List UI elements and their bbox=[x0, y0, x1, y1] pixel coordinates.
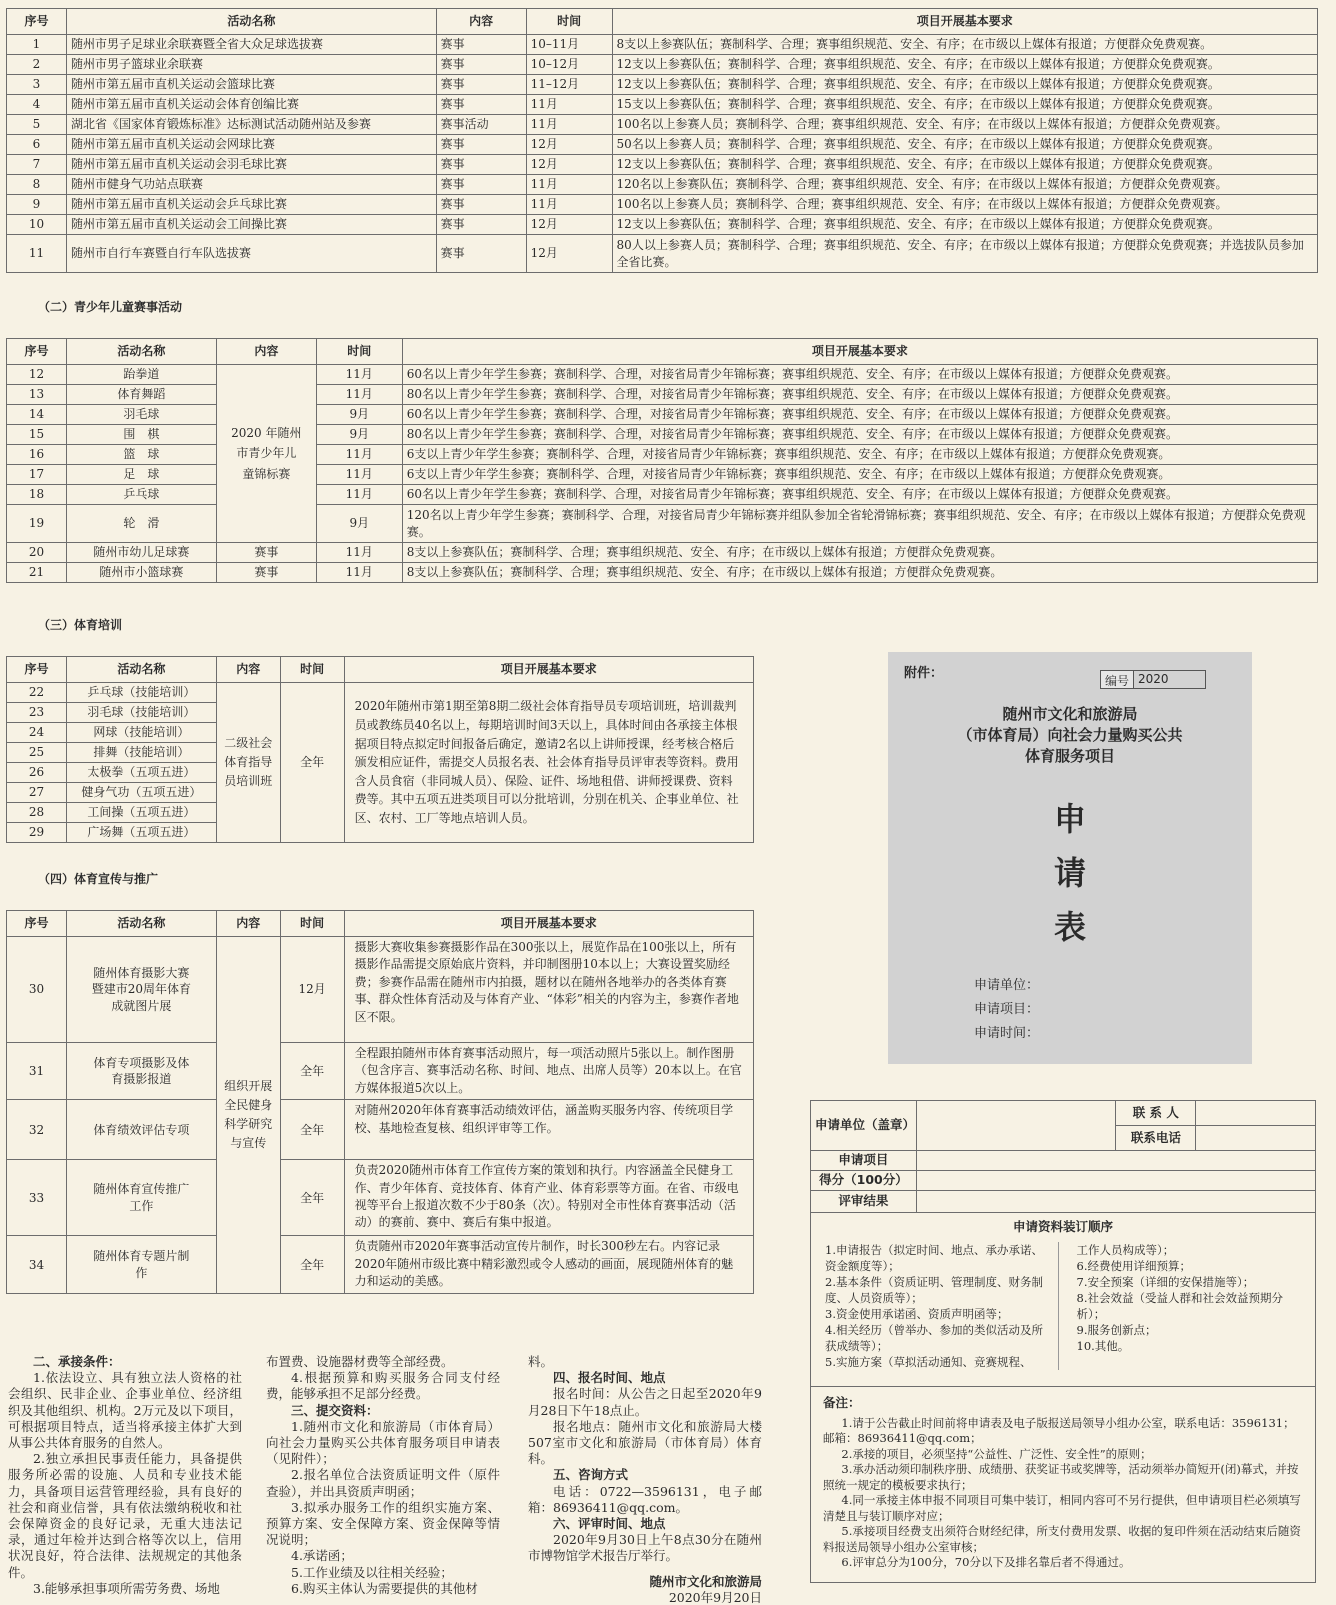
table-cell: 乒乓球 bbox=[66, 485, 216, 505]
table-cell: 10 bbox=[7, 215, 67, 235]
table-cell: 11–12月 bbox=[526, 75, 612, 95]
application-cover bbox=[888, 652, 1252, 1064]
table-cell: 11月 bbox=[316, 485, 402, 505]
table-cell: 12月 bbox=[526, 135, 612, 155]
paragraph: 4.承诺函； bbox=[291, 1548, 353, 1564]
table-cell: 赛事 bbox=[216, 543, 316, 563]
contact-value-cell[interactable] bbox=[1196, 1101, 1316, 1126]
note-item: 5.承接项目经费支出须符合财经纪律，所支付费用发票、收据的复印件须在活动结束后随资料报送局领导小组办公室审核； bbox=[823, 1524, 1301, 1554]
header-cell: 项目开展基本要求 bbox=[612, 9, 1317, 35]
merged-content-cell: 二级社会体育指导员培训班 bbox=[216, 683, 280, 843]
table-cell: 随州体育专题片制作 bbox=[66, 1236, 216, 1294]
table-row bbox=[7, 195, 1318, 215]
binding-item: 4.相关经历（曾举办、参加的类似活动及所获成绩等）； bbox=[825, 1322, 1043, 1353]
table-cell: 60名以上青少年学生参赛；赛制科学、合理，对接省局青少年锦标赛；赛事组织规范、安全、有序；在市级以上媒体有报道；方便群众免费观赛。 bbox=[402, 485, 1317, 505]
table-cell: 11月 bbox=[316, 365, 402, 385]
table-cell: 19 bbox=[7, 505, 67, 543]
table-cell: 50名以上参赛人员；赛制科学、合理；赛事组织规范、安全、有序；在市级以上媒体有报道；方便群众免费观赛。 bbox=[612, 135, 1317, 155]
section-heading: 四、报名时间、地点 bbox=[553, 1370, 666, 1386]
binding-order-cell bbox=[811, 1212, 1316, 1386]
paragraph: 2020年9月30日上午8点30分在随州市博物馆学术报告厅举行。 bbox=[528, 1532, 762, 1564]
training-table bbox=[6, 656, 754, 843]
table-cell: 9月 bbox=[316, 425, 402, 445]
table-cell: 随州市幼儿足球赛 bbox=[66, 543, 216, 563]
table-row bbox=[7, 155, 1318, 175]
table-cell: 34 bbox=[7, 1236, 67, 1294]
table-row bbox=[7, 35, 1318, 55]
paragraph: 6.购买主体认为需要提供的其他材 bbox=[291, 1580, 478, 1596]
table-cell: 20 bbox=[7, 543, 67, 563]
table-cell: 负责随州市2020年赛事活动宣传片制作，时长300秒左右。内容记录2020年随州市级比赛中精彩激烈或令人感动的画面，展现随州体育的魅力和运动的美感。 bbox=[344, 1236, 753, 1294]
table-cell: 赛事 bbox=[436, 75, 526, 95]
table-cell: 围 棋 bbox=[66, 425, 216, 445]
binding-item: 6.经费使用详细预算； bbox=[1076, 1258, 1191, 1273]
table-cell: 13 bbox=[7, 385, 67, 405]
table-cell: 随州市自行车赛暨自行车队选拔赛 bbox=[66, 235, 436, 273]
merged-requirement-cell: 2020年随州市第1期至第8期二级社会体育指导员专项培训班，培训裁判员或教练员40名以上，每期培训时间3天以上，具体时间由各承接主体根据项目特点拟定时间报备后确定，邀请2名以上讲师授课，经考核合格后颁发相应证件，需提交人员报名表、社会体育指导员评审表等资料。费用含人员食宿（非同城人员）、保险、证件、场地租借、讲师授课费、资料费等。其中五项五进类项目可以分批培训，分别在机关、企事业单位、社区、农村、工厂等地点培训人员。 bbox=[344, 683, 753, 843]
header-cell: 内容 bbox=[216, 911, 280, 937]
table-cell: 摄影大赛收集参赛摄影作品在300张以上，展览作品在100张以上，所有摄影作品需提交原始底片资料，并印制图册10本以上；大赛设置奖励经费；参赛作品需在随州市内拍摄，题材以在随州各地举办的各类体育赛事、群众性体育活动及与体育产业、“体彩”相关的内容为主，参赛作者地区不限。 bbox=[344, 937, 753, 1043]
table-cell: 随州市小篮球赛 bbox=[66, 563, 216, 583]
table-row bbox=[7, 425, 1318, 445]
table-cell: 体育专项摄影及体育摄影报道 bbox=[66, 1043, 216, 1100]
paragraph: 3.能够承担事项所需劳务费、场地 bbox=[33, 1580, 220, 1596]
table-row bbox=[7, 465, 1318, 485]
table-cell: 11月 bbox=[526, 115, 612, 135]
table-cell: 赛事 bbox=[436, 135, 526, 155]
table-row bbox=[7, 95, 1318, 115]
table-cell: 工间操（五项五进） bbox=[66, 803, 216, 823]
table-cell: 100名以上参赛人员；赛制科学、合理；赛事组织规范、安全、有序；在市级以上媒体有报道；方便群众免费观赛。 bbox=[612, 195, 1317, 215]
table-cell: 12支以上参赛队伍；赛制科学、合理；赛事组织规范、安全、有序；在市级以上媒体有报道；方便群众免费观赛。 bbox=[612, 215, 1317, 235]
table-cell: 12 bbox=[7, 365, 67, 385]
paragraph: 料。 bbox=[528, 1354, 554, 1369]
table-cell: 随州体育宣传推广工作 bbox=[66, 1160, 216, 1236]
section-title: （三）体育培训 bbox=[38, 618, 123, 632]
cover-big-char: 表 bbox=[1053, 908, 1086, 946]
table-row bbox=[7, 175, 1318, 195]
paragraph: 4.根据预算和购买服务合同支付经费，能够承担不足部分经费。 bbox=[266, 1370, 500, 1402]
table-cell: 网球（技能培训） bbox=[66, 723, 216, 743]
section-heading: 二、承接条件： bbox=[33, 1354, 121, 1369]
table-cell: 赛事 bbox=[216, 563, 316, 583]
table-row bbox=[7, 365, 1318, 385]
table-cell: 赛事 bbox=[436, 55, 526, 75]
table-cell: 120名以上参赛队伍；赛制科学、合理；赛事组织规范、安全、有序；在市级以上媒体有报道；方便群众免费观赛。 bbox=[612, 175, 1317, 195]
notes-cell bbox=[811, 1386, 1316, 1582]
cover-field-project: 申请项目： bbox=[974, 1002, 1040, 1017]
table-cell: 11 bbox=[7, 235, 67, 273]
binding-item: 1.申请报告（拟定时间、地点、承办承诺、资金额度等）； bbox=[825, 1242, 1043, 1273]
table-row bbox=[7, 385, 1318, 405]
result-value-cell[interactable] bbox=[916, 1190, 1315, 1212]
table-cell: 12月 bbox=[526, 235, 612, 273]
note-item: 1.请于公告截止时间前将申请表及电子版报送局领导小组办公室，联系电话：3596131；邮箱：86936411@qq.com； bbox=[823, 1415, 1295, 1446]
table-cell: 12支以上参赛队伍；赛制科学、合理；赛事组织规范、安全、有序；在市级以上媒体有报道；方便群众免费观赛。 bbox=[612, 55, 1317, 75]
table-cell: 10–12月 bbox=[526, 55, 612, 75]
table-cell: 跆拳道 bbox=[66, 365, 216, 385]
table-cell: 2 bbox=[7, 55, 67, 75]
table-cell: 33 bbox=[7, 1160, 67, 1236]
table-cell: 100名以上参赛人员；赛制科学、合理；赛事组织规范、安全、有序；在市级以上媒体有报道；方便群众免费观赛。 bbox=[612, 115, 1317, 135]
table-cell: 湖北省《国家体育锻炼标准》达标测试活动随州站及参赛 bbox=[66, 115, 436, 135]
score-value-cell[interactable] bbox=[916, 1170, 1315, 1190]
binding-item: 工作人员构成等）； bbox=[1076, 1242, 1175, 1257]
paragraph: 报名时间：从公告之日起至2020年9月28日下午18点止。 bbox=[528, 1386, 762, 1418]
binding-title: 申请资料装订顺序 bbox=[1012, 1218, 1113, 1234]
notes-title: 备注： bbox=[823, 1394, 861, 1410]
text-column-materials bbox=[266, 1354, 500, 1597]
table-cell: 6支以上青少年学生参赛；赛制科学、合理，对接省局青少年锦标赛；赛事组织规范、安全、有序；在市级以上媒体有报道；方便群众免费观赛。 bbox=[402, 445, 1317, 465]
table-cell: 9 bbox=[7, 195, 67, 215]
table-header-row bbox=[7, 657, 754, 683]
header-cell: 项目开展基本要求 bbox=[344, 657, 753, 683]
serial-value: 2020 bbox=[1138, 672, 1169, 686]
note-item: 4.同一承接主体申报不同项目可集中装订，相同内容可不另行提供，但申请项目栏必须填写清楚且与装订顺序对应； bbox=[823, 1493, 1301, 1523]
cover-org-line: 体育服务项目 bbox=[1024, 747, 1115, 765]
table-cell: 60名以上青少年学生参赛；赛制科学、合理，对接省局青少年锦标赛；赛事组织规范、安全、有序；在市级以上媒体有报道；方便群众免费观赛。 bbox=[402, 365, 1317, 385]
table-cell: 11月 bbox=[316, 385, 402, 405]
table-cell: 3 bbox=[7, 75, 67, 95]
table-cell: 赛事 bbox=[436, 95, 526, 115]
table-row bbox=[7, 1160, 754, 1236]
table-cell: 80人以上参赛人员；赛制科学、合理；赛事组织规范、安全、有序；在市级以上媒体有报道；方便群众免费观赛；并选拔队员参加全省比赛。 bbox=[612, 235, 1317, 273]
table-cell: 30 bbox=[7, 937, 67, 1043]
table-cell: 篮 球 bbox=[66, 445, 216, 465]
table-row bbox=[7, 75, 1318, 95]
table-cell: 健身气功（五项五进） bbox=[66, 783, 216, 803]
header-cell: 活动名称 bbox=[66, 911, 216, 937]
paragraph: 3.拟承办服务工作的组织实施方案、预算方案、安全保障方案、资金保障等情况说明； bbox=[266, 1499, 500, 1548]
header-cell: 项目开展基本要求 bbox=[344, 911, 753, 937]
table-cell: 26 bbox=[7, 763, 67, 783]
header-cell: 时间 bbox=[280, 911, 344, 937]
paragraph: 电话：0722—3596131，电子邮箱：86936411@qq.com。 bbox=[528, 1483, 762, 1515]
youth-events-table bbox=[6, 338, 1318, 583]
table-cell: 120名以上青少年学生参赛；赛制科学、合理，对接省局青少年锦标赛并组队参加全省轮滑锦标赛；赛事组织规范、安全、有序；在市级以上媒体有报道；方便群众免费观赛。 bbox=[402, 505, 1317, 543]
serial-number-box bbox=[1100, 670, 1206, 689]
table-cell: 排舞（技能培训） bbox=[66, 743, 216, 763]
table-cell: 全年 bbox=[280, 1160, 344, 1236]
table-cell: 24 bbox=[7, 723, 67, 743]
applicant-label: 申请单位（盖章） bbox=[811, 1101, 917, 1151]
binding-list-right bbox=[1077, 1242, 1302, 1370]
table-header-row bbox=[7, 339, 1318, 365]
table-cell: 随州市第五届市直机关运动会羽毛球比赛 bbox=[66, 155, 436, 175]
header-cell: 内容 bbox=[436, 9, 526, 35]
header-cell: 活动名称 bbox=[66, 339, 216, 365]
table-cell: 31 bbox=[7, 1043, 67, 1100]
table-cell: 11月 bbox=[526, 175, 612, 195]
binding-item: 5.实施方案（草拟活动通知、竞赛规程、 bbox=[825, 1354, 1032, 1369]
header-cell: 时间 bbox=[280, 657, 344, 683]
paragraph: 1.随州市文化和旅游局（市体育局）向社会力量购买公共体育服务项目申请表（见附件）； bbox=[266, 1418, 500, 1467]
table-cell: 23 bbox=[7, 703, 67, 723]
cover-org-line: （市体育局）向社会力量购买公共 bbox=[957, 726, 1183, 744]
table-cell: 7 bbox=[7, 155, 67, 175]
table-cell: 8支以上参赛队伍；赛制科学、合理；赛事组织规范、安全、有序；在市级以上媒体有报道；方便群众免费观赛。 bbox=[402, 563, 1317, 583]
table-cell: 1 bbox=[7, 35, 67, 55]
table-cell: 6支以上青少年学生参赛；赛制科学、合理，对接省局青少年锦标赛；赛事组织规范、安全、有序；在市级以上媒体有报道；方便群众免费观赛。 bbox=[402, 465, 1317, 485]
header-cell: 时间 bbox=[316, 339, 402, 365]
header-cell: 序号 bbox=[7, 911, 67, 937]
note-item: 3.承办活动须印制秩序册、成绩册、获奖证书或奖牌等，活动须举办简短开(闭)幕式，并按照统一规定的模板要求执行； bbox=[823, 1462, 1299, 1492]
cover-big-char: 申 bbox=[1053, 800, 1086, 838]
table-cell: 随州市男子足球业余联赛暨全省大众足球选拔赛 bbox=[66, 35, 436, 55]
table-cell: 12月 bbox=[526, 155, 612, 175]
table-row bbox=[7, 235, 1318, 273]
applicant-value-cell[interactable] bbox=[916, 1101, 1116, 1151]
table-cell: 10–11月 bbox=[526, 35, 612, 55]
binding-item: 10.其他。 bbox=[1076, 1338, 1130, 1353]
note-item: 6.评审总分为100分，70分以下及排名靠后者不得通过。 bbox=[841, 1555, 1131, 1570]
binding-item: 3.资金使用承诺函、资质声明函等； bbox=[825, 1306, 1009, 1321]
header-cell: 序号 bbox=[7, 657, 67, 683]
table-cell: 29 bbox=[7, 823, 67, 843]
binding-item: 9.服务创新点； bbox=[1076, 1322, 1157, 1337]
table-cell: 赛事 bbox=[436, 195, 526, 215]
table-cell: 27 bbox=[7, 783, 67, 803]
table-cell: 体育绩效评估专项 bbox=[66, 1100, 216, 1160]
score-label: 得分（100分） bbox=[811, 1170, 917, 1190]
table-row bbox=[7, 505, 1318, 543]
table-cell: 12月 bbox=[280, 937, 344, 1043]
table-cell: 17 bbox=[7, 465, 67, 485]
table-cell: 60名以上青少年学生参赛；赛制科学、合理，对接省局青少年锦标赛；赛事组织规范、安全、有序；在市级以上媒体有报道；方便群众免费观赛。 bbox=[402, 405, 1317, 425]
table-cell: 广场舞（五项五进） bbox=[66, 823, 216, 843]
table-cell: 11月 bbox=[316, 465, 402, 485]
table-row bbox=[7, 135, 1318, 155]
table-row bbox=[7, 543, 1318, 563]
table-header-row bbox=[7, 9, 1318, 35]
table-row bbox=[7, 1043, 754, 1100]
text-column-registration bbox=[528, 1354, 762, 1565]
text-column-conditions bbox=[8, 1354, 242, 1597]
table-cell: 25 bbox=[7, 743, 67, 763]
table-cell: 对随州2020年体育赛事活动绩效评估，涵盖购买服务内容、传统项目学校、基地检查复核、组织评审等工作。 bbox=[344, 1100, 753, 1160]
paragraph: 2.报名单位合法资质证明文件（原件查验），并出具资质声明函； bbox=[266, 1467, 500, 1499]
table-cell: 随州市第五届市直机关运动会体育创编比赛 bbox=[66, 95, 436, 115]
cover-big-char: 请 bbox=[1053, 854, 1086, 892]
note-item: 2.承接的项目，必须坚持“公益性、广泛性、安全性”的原则； bbox=[841, 1446, 1152, 1461]
signature: 随州市文化和旅游局 bbox=[649, 1574, 762, 1589]
header-cell: 活动名称 bbox=[66, 657, 216, 683]
contact-label: 联 系 人 bbox=[1116, 1101, 1196, 1126]
header-cell: 序号 bbox=[7, 9, 67, 35]
table-cell: 14 bbox=[7, 405, 67, 425]
table-cell: 12月 bbox=[526, 215, 612, 235]
table-cell: 随州体育摄影大赛暨建市20周年体育成就图片展 bbox=[66, 937, 216, 1043]
paragraph: 报名地点：随州市文化和旅游局大楼507室市文化和旅游局（市体育局）体育科。 bbox=[528, 1418, 762, 1467]
table-cell: 赛事 bbox=[436, 155, 526, 175]
paragraph: 布置费、设施器材费等全部经费。 bbox=[266, 1354, 454, 1369]
table-row bbox=[7, 445, 1318, 465]
section-title: （四）体育宣传与推广 bbox=[38, 872, 159, 886]
table-cell: 赛事 bbox=[436, 175, 526, 195]
table-cell: 太极拳（五项五进） bbox=[66, 763, 216, 783]
table-cell: 轮 滑 bbox=[66, 505, 216, 543]
project-label: 申请项目 bbox=[811, 1151, 917, 1171]
table-cell: 16 bbox=[7, 445, 67, 465]
table-cell: 9月 bbox=[316, 405, 402, 425]
table-cell: 6 bbox=[7, 135, 67, 155]
table-cell: 8 bbox=[7, 175, 67, 195]
section-heading: 五、咨询方式 bbox=[553, 1467, 629, 1483]
table-row bbox=[7, 683, 754, 703]
table-cell: 11月 bbox=[526, 195, 612, 215]
issue-date: 2020年9月20日 bbox=[668, 1590, 762, 1605]
table-cell: 12支以上参赛队伍；赛制科学、合理；赛事组织规范、安全、有序；在市级以上媒体有报道；方便群众免费观赛。 bbox=[612, 75, 1317, 95]
paragraph: 5.工作业绩及以往相关经验； bbox=[291, 1564, 453, 1580]
application-form bbox=[810, 1100, 1316, 1583]
cover-org-title bbox=[888, 704, 1252, 767]
table-cell: 赛事 bbox=[436, 235, 526, 273]
table-cell: 4 bbox=[7, 95, 67, 115]
section-heading: 三、提交资料： bbox=[291, 1402, 379, 1418]
table-cell: 负责2020随州市体育工作宣传方案的策划和执行。内容涵盖全民健身工作、青少年体育、竞技体育、体育产业、体育彩票等方面。在省、市级电视等平台上报道次数不少于80条（次）。特别对全市性体育赛事活动（活动）的赛前、赛中、赛后有集中报道。 bbox=[344, 1160, 753, 1236]
table-cell: 体育舞蹈 bbox=[66, 385, 216, 405]
notes-list bbox=[823, 1416, 1303, 1571]
header-cell: 内容 bbox=[216, 657, 280, 683]
merged-time-cell: 全年 bbox=[280, 683, 344, 843]
binding-list-left bbox=[825, 1242, 1059, 1370]
table-cell: 随州市第五届市直机关运动会乒乓球比赛 bbox=[66, 195, 436, 215]
table-cell: 随州市第五届市直机关运动会篮球比赛 bbox=[66, 75, 436, 95]
table-cell: 赛事活动 bbox=[436, 115, 526, 135]
table-cell: 全年 bbox=[280, 1043, 344, 1100]
cover-field-time: 申请时间： bbox=[974, 1026, 1040, 1041]
cover-field-applicant: 申请单位： bbox=[974, 978, 1040, 993]
table-cell: 15支以上参赛队伍；赛制科学、合理；赛事组织规范、安全、有序；在市级以上媒体有报道；方便群众免费观赛。 bbox=[612, 95, 1317, 115]
table-cell: 28 bbox=[7, 803, 67, 823]
table-cell: 80名以上青少年学生参赛；赛制科学、合理，对接省局青少年锦标赛；赛事组织规范、安全、有序；在市级以上媒体有报道；方便群众免费观赛。 bbox=[402, 425, 1317, 445]
phone-label: 联系电话 bbox=[1116, 1126, 1196, 1151]
table-cell: 8支以上参赛队伍；赛制科学、合理；赛事组织规范、安全、有序；在市级以上媒体有报道；方便群众免费观赛。 bbox=[612, 35, 1317, 55]
sports-events-table bbox=[6, 8, 1318, 273]
table-cell: 32 bbox=[7, 1100, 67, 1160]
table-cell: 21 bbox=[7, 563, 67, 583]
table-cell: 18 bbox=[7, 485, 67, 505]
serial-label: 编号 bbox=[1101, 671, 1134, 688]
header-cell: 时间 bbox=[526, 9, 612, 35]
table-cell: 羽毛球 bbox=[66, 405, 216, 425]
cover-org-line: 随州市文化和旅游局 bbox=[1002, 705, 1138, 723]
table-row bbox=[7, 1236, 754, 1294]
table-cell: 22 bbox=[7, 683, 67, 703]
table-row bbox=[7, 1100, 754, 1160]
table-cell: 9月 bbox=[316, 505, 402, 543]
table-cell: 随州市第五届市直机关运动会工间操比赛 bbox=[66, 215, 436, 235]
header-cell: 序号 bbox=[7, 339, 67, 365]
table-cell: 11月 bbox=[316, 445, 402, 465]
table-cell: 随州市男子篮球业余联赛 bbox=[66, 55, 436, 75]
attachment-label: 附件： bbox=[904, 666, 944, 681]
table-cell: 11月 bbox=[316, 543, 402, 563]
table-row bbox=[7, 937, 754, 1043]
merged-content-cell: 组织开展全民健身科学研究与宣传 bbox=[216, 937, 280, 1294]
header-cell: 活动名称 bbox=[66, 9, 436, 35]
table-cell: 足 球 bbox=[66, 465, 216, 485]
promotion-table bbox=[6, 910, 754, 1294]
table-cell: 5 bbox=[7, 115, 67, 135]
binding-item: 8.社会效益（受益人群和社会效益预期分析）； bbox=[1076, 1290, 1283, 1321]
table-cell: 8支以上参赛队伍；赛制科学、合理；赛事组织规范、安全、有序；在市级以上媒体有报道；方便群众免费观赛。 bbox=[402, 543, 1317, 563]
table-row bbox=[7, 405, 1318, 425]
header-cell: 内容 bbox=[216, 339, 316, 365]
merged-content-cell: 2020 年随州市青少年儿童锦标赛 bbox=[216, 365, 316, 543]
table-header-row bbox=[7, 911, 754, 937]
header-cell: 项目开展基本要求 bbox=[402, 339, 1317, 365]
table-row bbox=[7, 563, 1318, 583]
phone-value-cell[interactable] bbox=[1196, 1126, 1316, 1151]
table-cell: 随州市健身气功站点联赛 bbox=[66, 175, 436, 195]
table-row bbox=[7, 215, 1318, 235]
table-cell: 全年 bbox=[280, 1236, 344, 1294]
table-cell: 全程跟拍随州市体育赛事活动照片，每一项活动照片5张以上。制作图册（包含序言、赛事活动名称、时间、地点、出席人员等）20本以上。在官方媒体报道5次以上。 bbox=[344, 1043, 753, 1100]
table-row bbox=[7, 115, 1318, 135]
table-row bbox=[7, 55, 1318, 75]
table-cell: 随州市第五届市直机关运动会网球比赛 bbox=[66, 135, 436, 155]
table-cell: 全年 bbox=[280, 1100, 344, 1160]
binding-item: 7.安全预案（详细的安保措施等）； bbox=[1076, 1274, 1255, 1289]
table-cell: 乒乓球（技能培训） bbox=[66, 683, 216, 703]
section-heading: 六、评审时间、地点 bbox=[553, 1516, 666, 1532]
table-cell: 11月 bbox=[316, 563, 402, 583]
section-title: （二）青少年儿童赛事活动 bbox=[38, 300, 183, 314]
table-cell: 80名以上青少年学生参赛；赛制科学、合理，对接省局青少年锦标赛；赛事组织规范、安全、有序；在市级以上媒体有报道；方便群众免费观赛。 bbox=[402, 385, 1317, 405]
table-cell: 羽毛球（技能培训） bbox=[66, 703, 216, 723]
table-cell: 赛事 bbox=[436, 35, 526, 55]
project-value-cell[interactable] bbox=[916, 1151, 1315, 1171]
table-cell: 12支以上参赛队伍；赛制科学、合理；赛事组织规范、安全、有序；在市级以上媒体有报道；方便群众免费观赛。 bbox=[612, 155, 1317, 175]
table-row bbox=[7, 485, 1318, 505]
paragraph: 2.独立承担民事责任能力，具备提供服务所必需的设施、人员和专业技术能力，具备项目运营管理经验，具有良好的社会和商业信誉，具有依法缴纳税收和社会保障资金的良好记录，无重大违法记录，通过年检并达到合格等次以上，信用状况良好，符合法律、法规规定的其他条件。 bbox=[8, 1451, 242, 1580]
table-cell: 15 bbox=[7, 425, 67, 445]
binding-item: 2.基本条件（资质证明、管理制度、财务制度、人员资质等）； bbox=[825, 1274, 1043, 1305]
paragraph: 1.依法设立、具有独立法人资格的社会组织、民非企业、企事业单位、经济组织及其他组织、机构。2万元及以下项目，可根据项目特点，适当将承接主体扩大到从事公共体育服务的自然人。 bbox=[8, 1370, 242, 1451]
result-label: 评审结果 bbox=[811, 1190, 917, 1212]
table-cell: 11月 bbox=[526, 95, 612, 115]
table-cell: 赛事 bbox=[436, 215, 526, 235]
